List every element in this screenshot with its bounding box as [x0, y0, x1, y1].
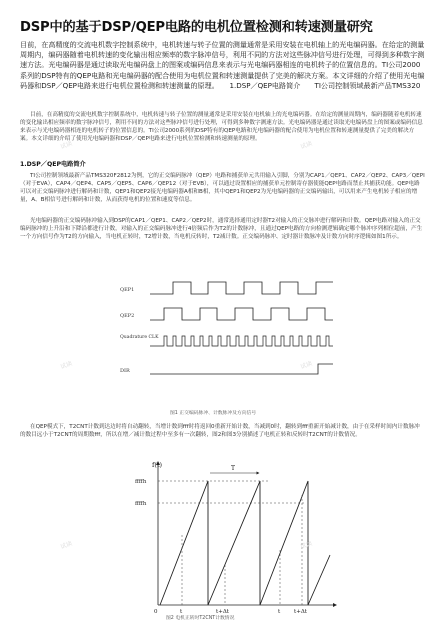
x-tick-0: 0 [154, 609, 158, 615]
quadrature-clk-path [150, 336, 333, 346]
timing-diagram [118, 260, 338, 410]
qep1-label: QEP1 [120, 287, 135, 293]
x-tick-t2: t [278, 609, 281, 615]
counter-diagram [130, 455, 345, 615]
body-paragraph-1: 目前，在高精度的交流电机数字控制系统中，电机转速与转子位置的测量通常是采用安装在电机轴上的光电编码器。在给定的测量周期内，编码器随着电机转速的变化输出相应频率的数字脉冲信号，利用不同的方法对这些脉冲信号进行处理，可得到多种数字测速方法。光电编码器是通过读取光电编码盘上的图案或编码信息来表示与光电编码器相连的电机转子的位置信息的。TI公司2000系列的DSP特有的QEP电路和光电编码器的配合使用为电机位置和转速测量提供了完美的解决方案。本文详细的介绍了使用光电编码器和DSP／QEP电路来进行电机位置检测和转速测量的原理。 [20, 112, 423, 143]
section-heading: 1.DSP／QEP电路简介 [20, 161, 86, 168]
intro-paragraph: 目前，在高精度的交流电机数字控制系统中，电机转速与转子位置的测量通常是采用安装在电机轴上的光电编码器。在给定的测量周期内，编码器随着电机转速的变化输出相应频率的数字脉冲信号，利用不同的方法对这些脉冲信号进行处理，可得到多种数字测速方法。光电编码器是通过读取光电编码盘上的图案或编码信息来表示与光电编码器相连的电机转子的位置信息的。TI公司2000系列的DSP特有的QEP电路和光电编码器的配合使用为电机位置和转速测量提供了完美的解决方案。本文详细的介绍了使用光电编码器和DSP／QEP电路来进行电机位置检测和转速测量的原理。 1.DSP／QEP电路简介 TI公司控制领域最新产品TMS320 [20, 40, 425, 90]
watermark: 试读 [59, 360, 74, 371]
qep1-waveform [150, 282, 333, 294]
watermark: 试读 [59, 140, 74, 151]
watermark: 试读 [299, 540, 314, 551]
body-paragraph-3: 光电编码器的正交编码脉冲输入到DSP的CAP1／QEP1、CAP2／QEP2时，通常选择通用定时器T2对输入的正交脉冲进行解码和计数。QEP电路对输入的正交编码脉冲的上升沿和下降沿都进行计数，对输入的正交编码脉冲进行4倍频后作为T2的计数脉冲，且通过QEP电路的方向检测逻辑确定哪个脉冲序列相位超前，产生一个方向信号作为T2的方向输入，当电机正转时，T2增计数，当电机反转时，T2减计数。正交编码脉冲、定时器计数脉冲及计数方向时序逻辑如图1所示。 [20, 218, 423, 241]
x-tick-t1dt: t+Δt [216, 609, 230, 615]
qep2-waveform [150, 308, 333, 320]
quadrature-clk-waveform [150, 336, 333, 346]
period-label: T [231, 465, 236, 472]
figure-2-caption: 图2 电机正转时T2CNT计数情况 [166, 616, 235, 621]
timing-diagram-svg [118, 260, 338, 410]
body-paragraph-2: TI公司控制领域最新产品TMS320F2812为例，它的正交编码脉冲（QEP）电路和捕获单元共用输入引脚，分别为CAP1／QEP1、CAP2／QEP2、CAP3／QEPI（对于EVA），CAP4／QEP4、CAP5／QEP5、CAP6／QEP12（对于EVB），可以通过设置相应的捕获单元控制寄存器使能QEP电路而禁止其捕获功能。QEP电路可以对正交编码脉冲进行解码和计数，QEP1和QEP2接光电编码器A相和B相，其中QEP1和QEP2为光电编码器的正交编码输出，可以用来产生电机转子相应的增量，A、B相信号进行解码和计数，从而获得电机的位置和速度等信息。 [20, 173, 425, 204]
y-tick-lower: ffffh [135, 501, 147, 507]
y-axis-label: f(t) [152, 461, 163, 469]
dir-label: DIR [120, 368, 130, 374]
y-tick-upper: ffffh [135, 479, 147, 485]
x-tick-t1: t [180, 609, 183, 615]
body-paragraph-4: 在QEP模式下，T2CNT计数到达边时将自动翻转，当增计数到fff时将返回0重新开始计数，当减到0时，翻转到fff重新开始减计数，由于在采样时间内计数脉冲的数目远小于T2CNT的周期数fff，所以在增／减计数过程中至多有一次翻转，图2和图3分别描述了电机正转和反转时T2CNT的计数情况。 [20, 424, 420, 439]
page-title: DSP中的基于DSP/QEP电路的电机位置检测和转速测量研究 [20, 20, 373, 35]
watermark: 试读 [59, 540, 74, 551]
counter-diagram-svg [130, 455, 345, 615]
x-tick-t2dt: t+Δt [294, 609, 308, 615]
figure-1-caption: 图1 正交编码脉冲、计数脉冲及方向信号 [170, 411, 257, 416]
watermark: 试读 [299, 140, 314, 151]
quadrature-clk-label: Quadrature CLK [120, 335, 159, 340]
watermark: 试读 [299, 360, 314, 371]
qep2-label: QEP2 [120, 313, 135, 319]
